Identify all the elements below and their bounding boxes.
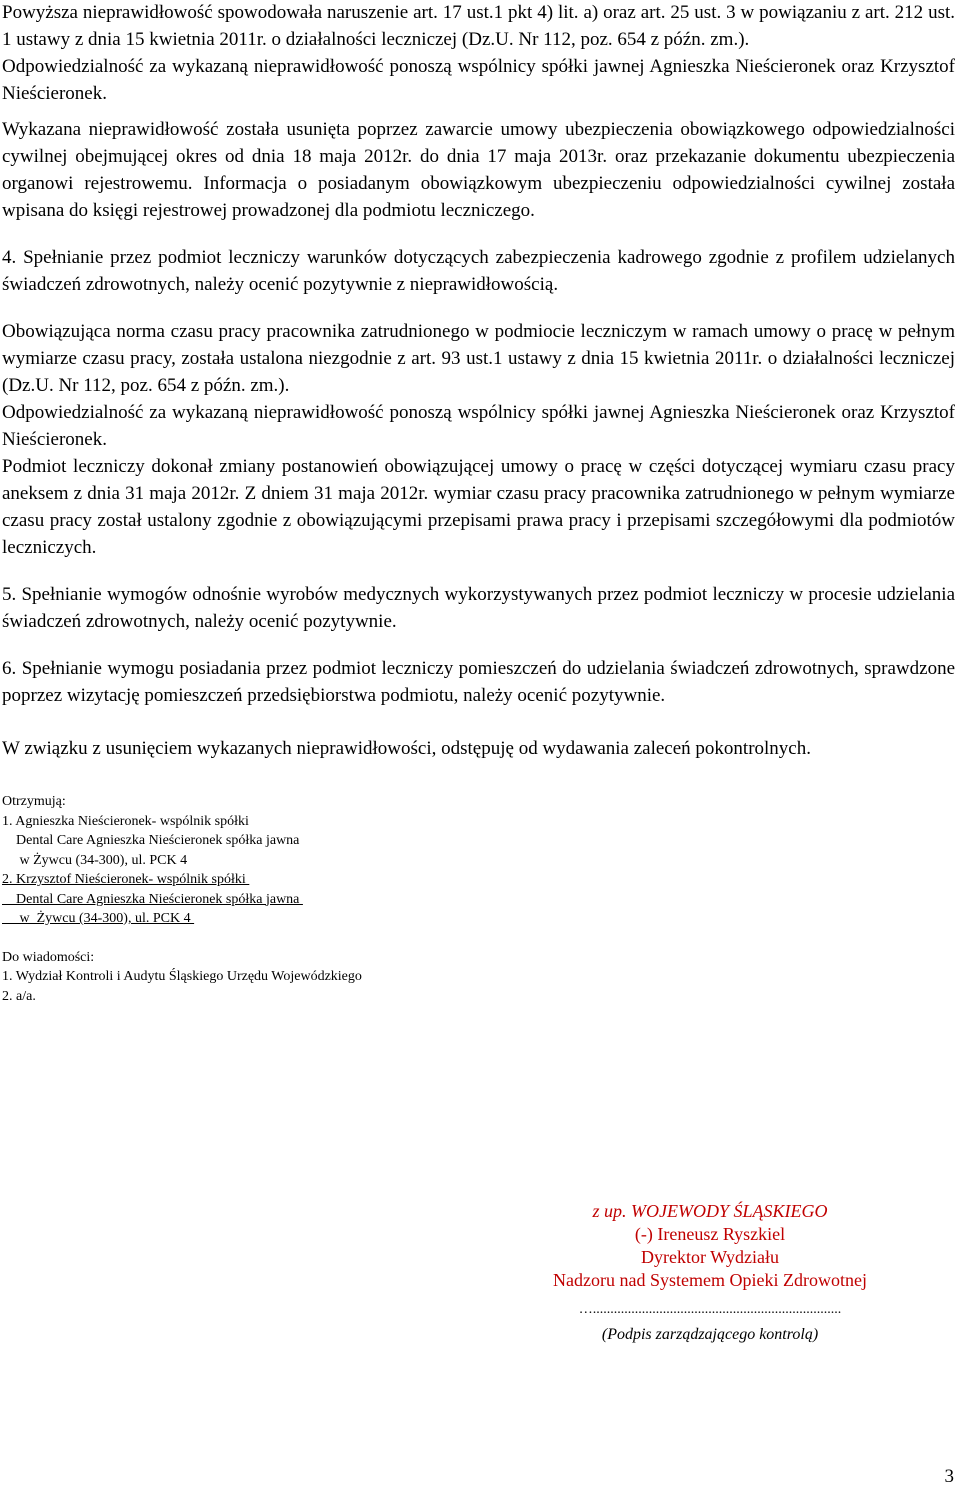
paragraph-point-6: 6. Spełnianie wymogu posiadania przez podmiot leczniczy pomieszczeń do udzielania świadczeń zdrowotnych, sprawdzone poprzez wizytację pomieszczeń przedsiębiorstwa podmiotu, należy ocenić pozytywnie. xyxy=(2,658,955,706)
signature-note: (Podpis zarządzającego kontrolą) xyxy=(601,1326,819,1343)
paragraph-responsibility-2: Odpowiedzialność za wykazaną nieprawidłowość ponoszą wspólnicy spółki jawnej Agnieszka Nieścieronek oraz Krzysztof Nieścieronek. xyxy=(2,402,955,450)
paragraph-working-time: Obowiązująca norma czasu pracy pracownika zatrudnionego w podmiocie leczniczym w ramach umowy o pracę w pełnym wymiarze czasu pracy, została ustalona niezgodnie z art. 93 ust.1 ustawy z dnia 15 kwietnia 2011r. o działalności leczniczej (Dz.U. Nr 112, poz. 654 z późn. zm.). xyxy=(2,321,955,396)
signature-line-4: Nadzoru nad Systemem Opieki Zdrowotnej xyxy=(553,1270,867,1290)
recipients-block xyxy=(2,792,955,929)
recipient-2-line-2 xyxy=(2,890,955,910)
spacer xyxy=(2,298,955,318)
recipient-2-line-1 xyxy=(2,870,955,890)
cc-heading: Do wiadomości: xyxy=(2,949,95,965)
paragraph-responsibility-1: Odpowiedzialność za wykazaną nieprawidłowość ponoszą wspólnicy spółki jawnej Agnieszka Nieścieronek oraz Krzysztof Nieścieronek. xyxy=(2,56,955,104)
signature-line-2: (-) Ireneusz Ryszkiel xyxy=(634,1224,786,1244)
spacer xyxy=(2,561,955,581)
page-number: 3 xyxy=(944,1466,954,1487)
signature-line-1: z up. WOJEWODY ŚLĄSKIEGO xyxy=(592,1201,828,1221)
spacer xyxy=(2,762,955,792)
recipients-heading: Otrzymują: xyxy=(2,794,66,809)
recipient-1-line-3: w Żywcu (34-300), ul. PCK 4 xyxy=(2,852,188,868)
recipient-2-line-1-text: 2. Krzysztof Nieścieronek- wspólnik spółki xyxy=(2,872,250,887)
cc-item-2: 2. a/a. xyxy=(2,988,36,1004)
cc-item-1: 1. Wydział Kontroli i Audytu Śląskiego Urzędu Wojewódzkiego xyxy=(2,969,362,984)
paragraph-remedy-insurance: Wykazana nieprawidłowość została usunięta poprzez zawarcie umowy ubezpieczenia obowiązkowego odpowiedzialności cywilnej obejmującej okres od dnia 18 maja 2012r. do dnia 17 maja 2013r. oraz przekazanie dokumentu ubezpieczenia organowi rejestrowemu. Informacja o posiadanym obowiązkowym ubezpieczeniu odpowiedzialności cywilnej została wpisana do księgi rejestrowej prowadzonej dla podmiotu leczniczego. xyxy=(2,119,955,221)
document-page xyxy=(2,0,955,1006)
paragraph-violation-basis: Powyższa nieprawidłowość spowodowała naruszenie art. 17 ust.1 pkt 4) lit. a) oraz art. 25 ust. 3 w powiązaniu z art. 212 ust. 1 ustawy z dnia 15 kwietnia 2011r. o działalności leczniczej (Dz.U. Nr 112, poz. 654 z późn. zm.). xyxy=(2,2,955,50)
paragraph-point-4: 4. Spełnianie przez podmiot leczniczy warunków dotyczących zabezpieczenia kadrowego zgodnie z profilem udzielanych świadczeń zdrowotnych, należy ocenić pozytywnie z nieprawidłowością. xyxy=(2,247,955,295)
signature-dots: …....................................................................... xyxy=(578,1302,842,1317)
paragraph-point-5: 5. Spełnianie wymogów odnośnie wyrobów medycznych wykorzystywanych przez podmiot leczniczy w procesie udzielania świadczeń zdrowotnych, należy ocenić pozytywnie. xyxy=(2,584,955,632)
spacer xyxy=(2,709,955,735)
signature-line-3: Dyrektor Wydziału xyxy=(640,1247,780,1267)
paragraph-remedy-annex: Podmiot leczniczy dokonał zmiany postanowień obowiązującej umowy o pracę w części dotyczącej wymiaru czasu pracy aneksem z dnia 31 maja 2012r. Z dniem 31 maja 2012r. wymiar czasu pracy pracownika zatrudnionego w pełnym wymiarze czasu pracy został ustalony zgodnie z obowiązującymi przepisami prawa pracy i przepisami szczegółowymi dla podmiotów leczniczych. xyxy=(2,456,955,558)
recipient-2-line-3 xyxy=(2,909,955,929)
recipient-1-line-1: 1. Agnieszka Nieścieronek- wspólnik spółki xyxy=(2,813,249,829)
recipient-2-line-3-text: w Żywcu (34-300), ul. PCK 4 xyxy=(2,911,195,926)
cc-block xyxy=(2,948,955,1007)
signature-block xyxy=(500,1200,920,1346)
recipient-1-line-2: Dental Care Agnieszka Nieścieronek spółka jawna xyxy=(2,833,300,848)
spacer xyxy=(2,107,955,116)
spacer xyxy=(2,635,955,655)
spacer xyxy=(2,224,955,244)
paragraph-conclusion: W związku z usunięciem wykazanych nieprawidłowości, odstępuję od wydawania zaleceń pokontrolnych. xyxy=(2,738,811,759)
recipient-2-line-2-text: Dental Care Agnieszka Nieścieronek spółka jawna xyxy=(2,891,303,907)
spacer xyxy=(2,929,955,948)
